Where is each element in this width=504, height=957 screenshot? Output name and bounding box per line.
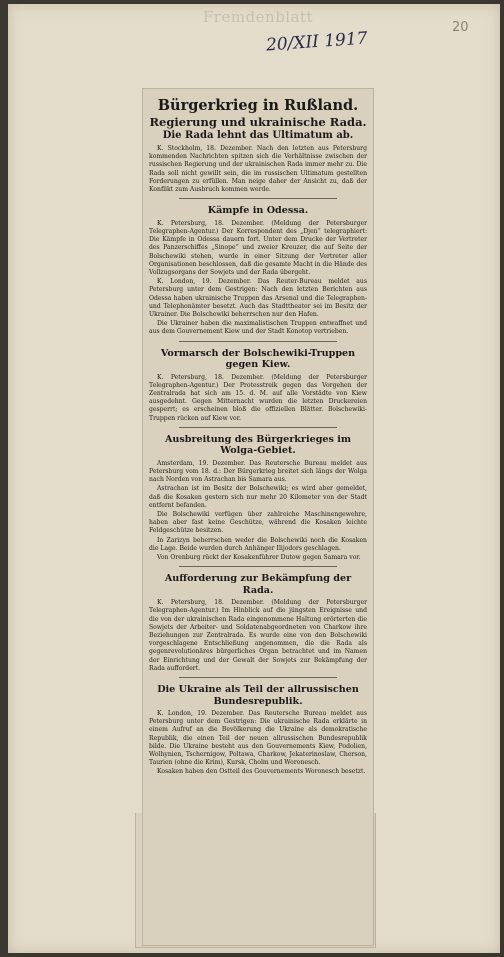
newspaper-clipping — [142, 88, 374, 946]
section-heading-ukraine: Die Ukraine als Teil der allrussischen Bundesrepublik. — [157, 684, 359, 707]
paragraph: Astrachan ist im Besitz der Bolschewiki; es wird aber gemeldet, daß die Kosaken gestern sich nur mehr 20 Kilometer von der Stadt entfernt befanden. — [149, 485, 367, 509]
section-heading-wolga: Ausbreitung des Bürgerkrieges im Wolga-Gebiet. — [164, 433, 352, 457]
paragraph: K. Petersburg, 18. Dezember. (Meldung der Petersburger Telegraphen-Agentur.) Der Protesstreik gegen das Vorgehen der Zentralrada hat sich am 15. d. M. auf alle Vorstädte von Kiew ausgedehnt. Gegen Mitternacht wurden die letzten Druckereien gesperrt; es erscheinen bloß die offiziellen Blätter. Bolschewiki-Truppen rücken auf Kiew vor. — [149, 373, 367, 422]
divider — [179, 198, 337, 199]
paragraph: K. Petersburg, 18. Dezember. (Meldung der Petersburger Telegraphen-Agentur.) Der Korrespondent des „Djen“ telegraphiert: Die Kämpfe in Odessa dauern fort. Unter dem Drucke der Vertreter des Panzerschiffes „Sinope“ und zweier Kreuzer, die auf Seite der Bolschewiki stehen, wurde in einer Sitzung der Vertreter aller Organisationen beschlossen, daß die gesamte Macht in die Hände des Vollzugsorgans der Sowjets und der Rada übergeht. — [149, 219, 367, 276]
article-subtitle: Regierung und ukrainische Rada. — [149, 115, 367, 129]
article-lead: Die Rada lehnt das Ultimatum ab. — [162, 130, 354, 141]
paragraph: K. London, 19. Dezember. Das Reuter-Bureau meldet aus Petersburg unter dem Gestrigen: Nach den letzten Berichten aus Odessa haben ukrainische Truppen das Arsenal und die Telegraphen- und Telephonämter besetzt. Auch das Stadttheater sei im Besitz der Ukrainer. Die Bolschewiki beherrschen nur den Hafen. — [149, 278, 367, 318]
section-heading-rada: Aufforderung zur Bekämpfung der Rada. — [164, 573, 352, 596]
paragraph: Die Ukrainer haben die maximalistischen Truppen entwaffnet und aus dem Gouvernement Kiew und der Stadt Konotop vertrieben. — [149, 320, 367, 336]
paragraph: K. Stockholm, 18. Dezember. Nach den letzten aus Petersburg kommenden Nachrichten spitzen sich die Verhältnisse zwischen der russischen Regierung und der ukrainischen Rada immer mehr zu. Die Rada soll nicht gewillt sein, die im russischen Ultimatum gestellten Forderungen zu erfüllen. Man neige daher der Ansicht zu, daß der Konflikt zum Ausbruch kommen werde. — [149, 145, 367, 194]
newspaper-stamp: Fremdenblatt — [202, 8, 314, 26]
paragraph: Die Bolschewiki verfügen über zahlreiche Maschinengewehre, haben aber fast keine Geschütze, während die Kosaken leichte Feldgeschütze besitzen. — [149, 511, 367, 535]
divider — [179, 427, 337, 428]
paragraph: Von Orenburg rückt der Kosakenführer Dutow gegen Samara vor. — [157, 554, 361, 562]
divider — [179, 341, 337, 342]
divider — [179, 566, 337, 567]
article-title: Bürgerkrieg in Rußland. — [157, 97, 359, 114]
divider — [179, 677, 337, 678]
paragraph: K. London, 19. Dezember. Das Reutersche Bureau meldet aus Petersburg unter dem Gestrigen: Die ukrainische Rada erklärte in einem Aufruf an die Bevölkerung die Ukraine als demokratische Republik, die einen Teil der neuen allrussischen Bundesrepublik bilde. Die Ukraine besteht aus den Gouvernements Kiew, Podolien, Wolhynien, Tschernigow, Poltawa, Charkow, Jekaterinoslaw, Cherson, Taurien (ohne die Krim), Kursk, Cholm und Woronesch. — [149, 710, 367, 767]
handwritten-date: 20/XII 1917 — [265, 28, 369, 56]
section-heading-odessa: Kämpfe in Odessa. — [207, 205, 309, 217]
folio-number: 20 — [452, 20, 469, 35]
paragraph: Amsterdam, 19. Dezember. Das Reutersche Bureau meldet aus Petersburg vom 18. d.: Der Bürgerkrieg breitet sich längs der Wolga nach Norden von Astrachan bis Samara aus. — [149, 459, 367, 484]
paragraph: K. Petersburg, 18. Dezember. (Meldung der Petersburger Telegraphen-Agentur.) Im Hinblick auf die jüngsten Ereignisse und die von der ukrainischen Rada eingenommene Haltung erörterten die Sowjets der Arbeiter- und Soldatenabgeordneten von Charkow ihre Beziehungen zur Zentralrada. Es wurde eine von den Bolschewiki vorgeschlagene Entschließung angenommen, die die Rada als gegenrevolutionäres bürgerliches Organ betrachtet und im Namen der Einrichtung und der Gewalt der Sowjets zur Bekämpfung der Rada auffordert. — [149, 599, 367, 672]
section-heading-kiew: Vormarsch der Bolschewiki-Truppen gegen Kiew. — [160, 347, 356, 371]
paragraph: Kosaken haben den Ostteil des Gouvernements Woronesch besetzt. — [157, 768, 366, 776]
paragraph: In Zarizyn beherrschen weder die Bolschewiki noch die Kosaken die Lage. Beide wurden durch Anhänger Ilijodors geschlagen. — [149, 536, 367, 552]
